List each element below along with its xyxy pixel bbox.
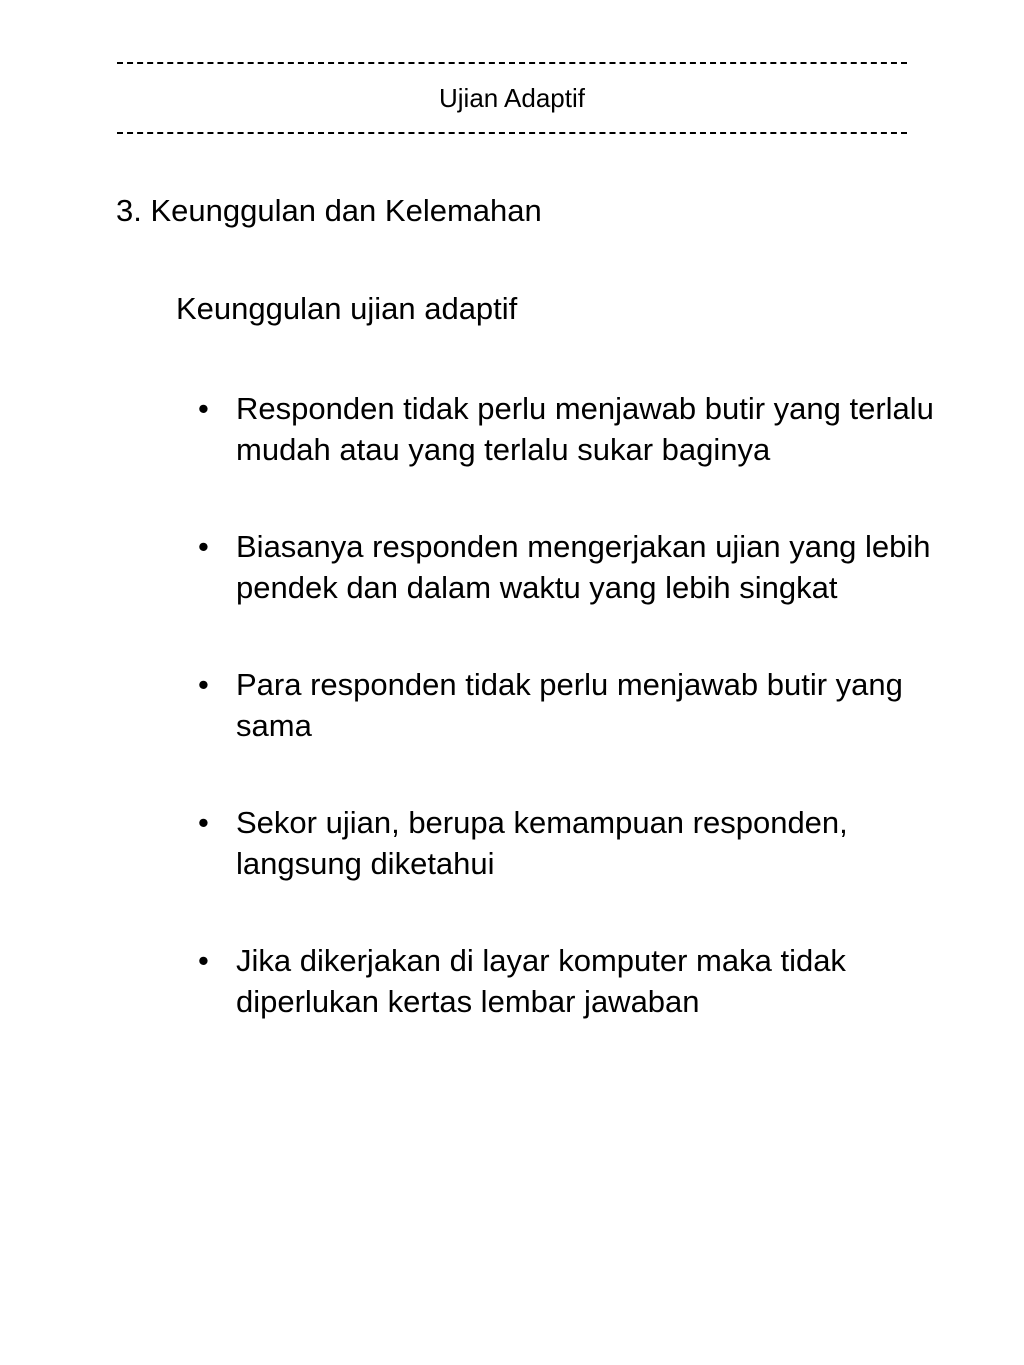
list-item-text: Responden tidak perlu menjawab butir yang terlalu mudah atau yang terlalu sukar baginya xyxy=(236,391,934,467)
advantages-list xyxy=(198,388,938,1078)
bullet-icon: • xyxy=(198,943,209,978)
bullet-icon: • xyxy=(198,529,209,564)
bullet-icon: • xyxy=(198,667,209,702)
list-item xyxy=(198,388,938,470)
list-item xyxy=(198,802,938,884)
list-item-text: Jika dikerjakan di layar komputer maka tidak diperlukan kertas lembar jawaban xyxy=(236,943,846,1019)
header-top-dashed-rule xyxy=(117,62,907,64)
list-item xyxy=(198,940,938,1022)
list-item-text: Sekor ujian, berupa kemampuan responden, langsung diketahui xyxy=(236,805,848,881)
list-item-text: Para responden tidak perlu menjawab butir yang sama xyxy=(236,667,903,743)
bullet-icon: • xyxy=(198,391,209,426)
list-item xyxy=(198,526,938,608)
section-heading: 3. Keunggulan dan Kelemahan xyxy=(116,193,542,228)
header-title: Ujian Adaptif xyxy=(439,83,585,113)
bullet-icon: • xyxy=(198,805,209,840)
list-item-text: Biasanya responden mengerjakan ujian yang lebih pendek dan dalam waktu yang lebih singkat xyxy=(236,529,931,605)
list-item xyxy=(198,664,938,746)
sub-heading: Keunggulan ujian adaptif xyxy=(176,291,518,326)
header-bottom-dashed-rule xyxy=(117,132,907,134)
